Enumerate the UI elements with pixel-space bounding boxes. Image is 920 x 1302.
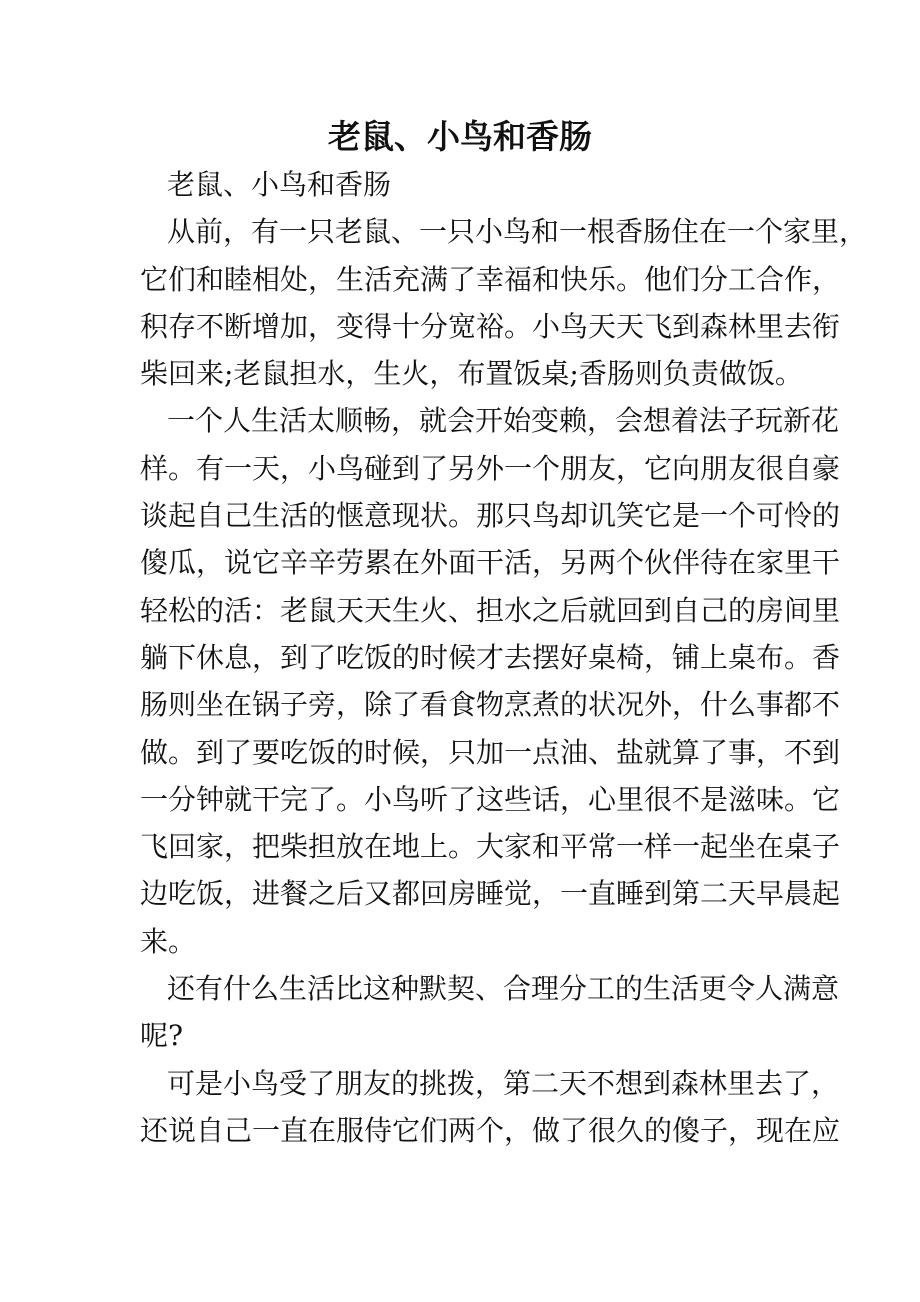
text-line: 谈起自己生活的惬意现状。那只鸟却讥笑它是一个可怜的 bbox=[140, 499, 841, 533]
text-line: 柴回来;老鼠担水，生火，布置饭桌;香肠则负责做饭。 bbox=[140, 357, 803, 391]
text-line: 一分钟就干完了。小鸟听了这些话，心里很不是滋味。它 bbox=[140, 782, 841, 816]
paragraph bbox=[140, 397, 841, 965]
text-line: 从前，有一只老鼠、一只小鸟和一根香肠住在一个家里， bbox=[167, 215, 868, 249]
text-line: 肠则坐在锅子旁，除了看食物烹煮的状况外，什么事都不 bbox=[140, 688, 841, 722]
text-line: 飞回家，把柴担放在地上。大家和平常一样一起坐在桌子 bbox=[140, 830, 841, 864]
text-line: 样。有一天，小鸟碰到了另外一个朋友，它向朋友很自豪 bbox=[140, 451, 841, 485]
paragraph bbox=[140, 208, 868, 397]
document-title: 老鼠、小鸟和香肠 bbox=[328, 117, 592, 156]
text-line: 还有什么生活比这种默契、合理分工的生活更令人满意 bbox=[167, 972, 840, 1006]
text-line: 做。到了要吃饭的时候，只加一点油、盐就算了事，不到 bbox=[140, 735, 841, 769]
text-line: 躺下休息，到了吃饭的时候才去摆好桌椅，铺上桌布。香 bbox=[140, 640, 841, 674]
text-line: 边吃饭，进餐之后又都回房睡觉，一直睡到第二天早晨起 bbox=[140, 877, 841, 911]
paragraphs bbox=[140, 208, 868, 1154]
document-subtitle: 老鼠、小鸟和香肠 bbox=[167, 168, 392, 201]
text-line: 呢? bbox=[140, 1019, 184, 1053]
text-line: 来。 bbox=[140, 924, 197, 958]
paragraph bbox=[140, 965, 840, 1060]
text-line: 还说自己一直在服侍它们两个，做了很久的傻子，现在应 bbox=[140, 1113, 841, 1147]
text-line: 轻松的活：老鼠天天生火、担水之后就回到自己的房间里 bbox=[140, 593, 841, 627]
text-line: 一个人生活太顺畅，就会开始变赖，会想着法子玩新花 bbox=[167, 404, 840, 438]
document-body bbox=[140, 161, 868, 1154]
text-line: 傻瓜，说它辛辛劳累在外面干活，另两个伙伴待在家里干 bbox=[140, 546, 841, 580]
text-line: 可是小鸟受了朋友的挑拨，第二天不想到森林里去了， bbox=[167, 1066, 840, 1100]
text-line: 积存不断增加，变得十分宽裕。小鸟天天飞到森林里去衔 bbox=[140, 309, 841, 343]
paragraph bbox=[140, 1060, 841, 1155]
text-line: 它们和睦相处，生活充满了幸福和快乐。他们分工合作， bbox=[140, 262, 841, 296]
